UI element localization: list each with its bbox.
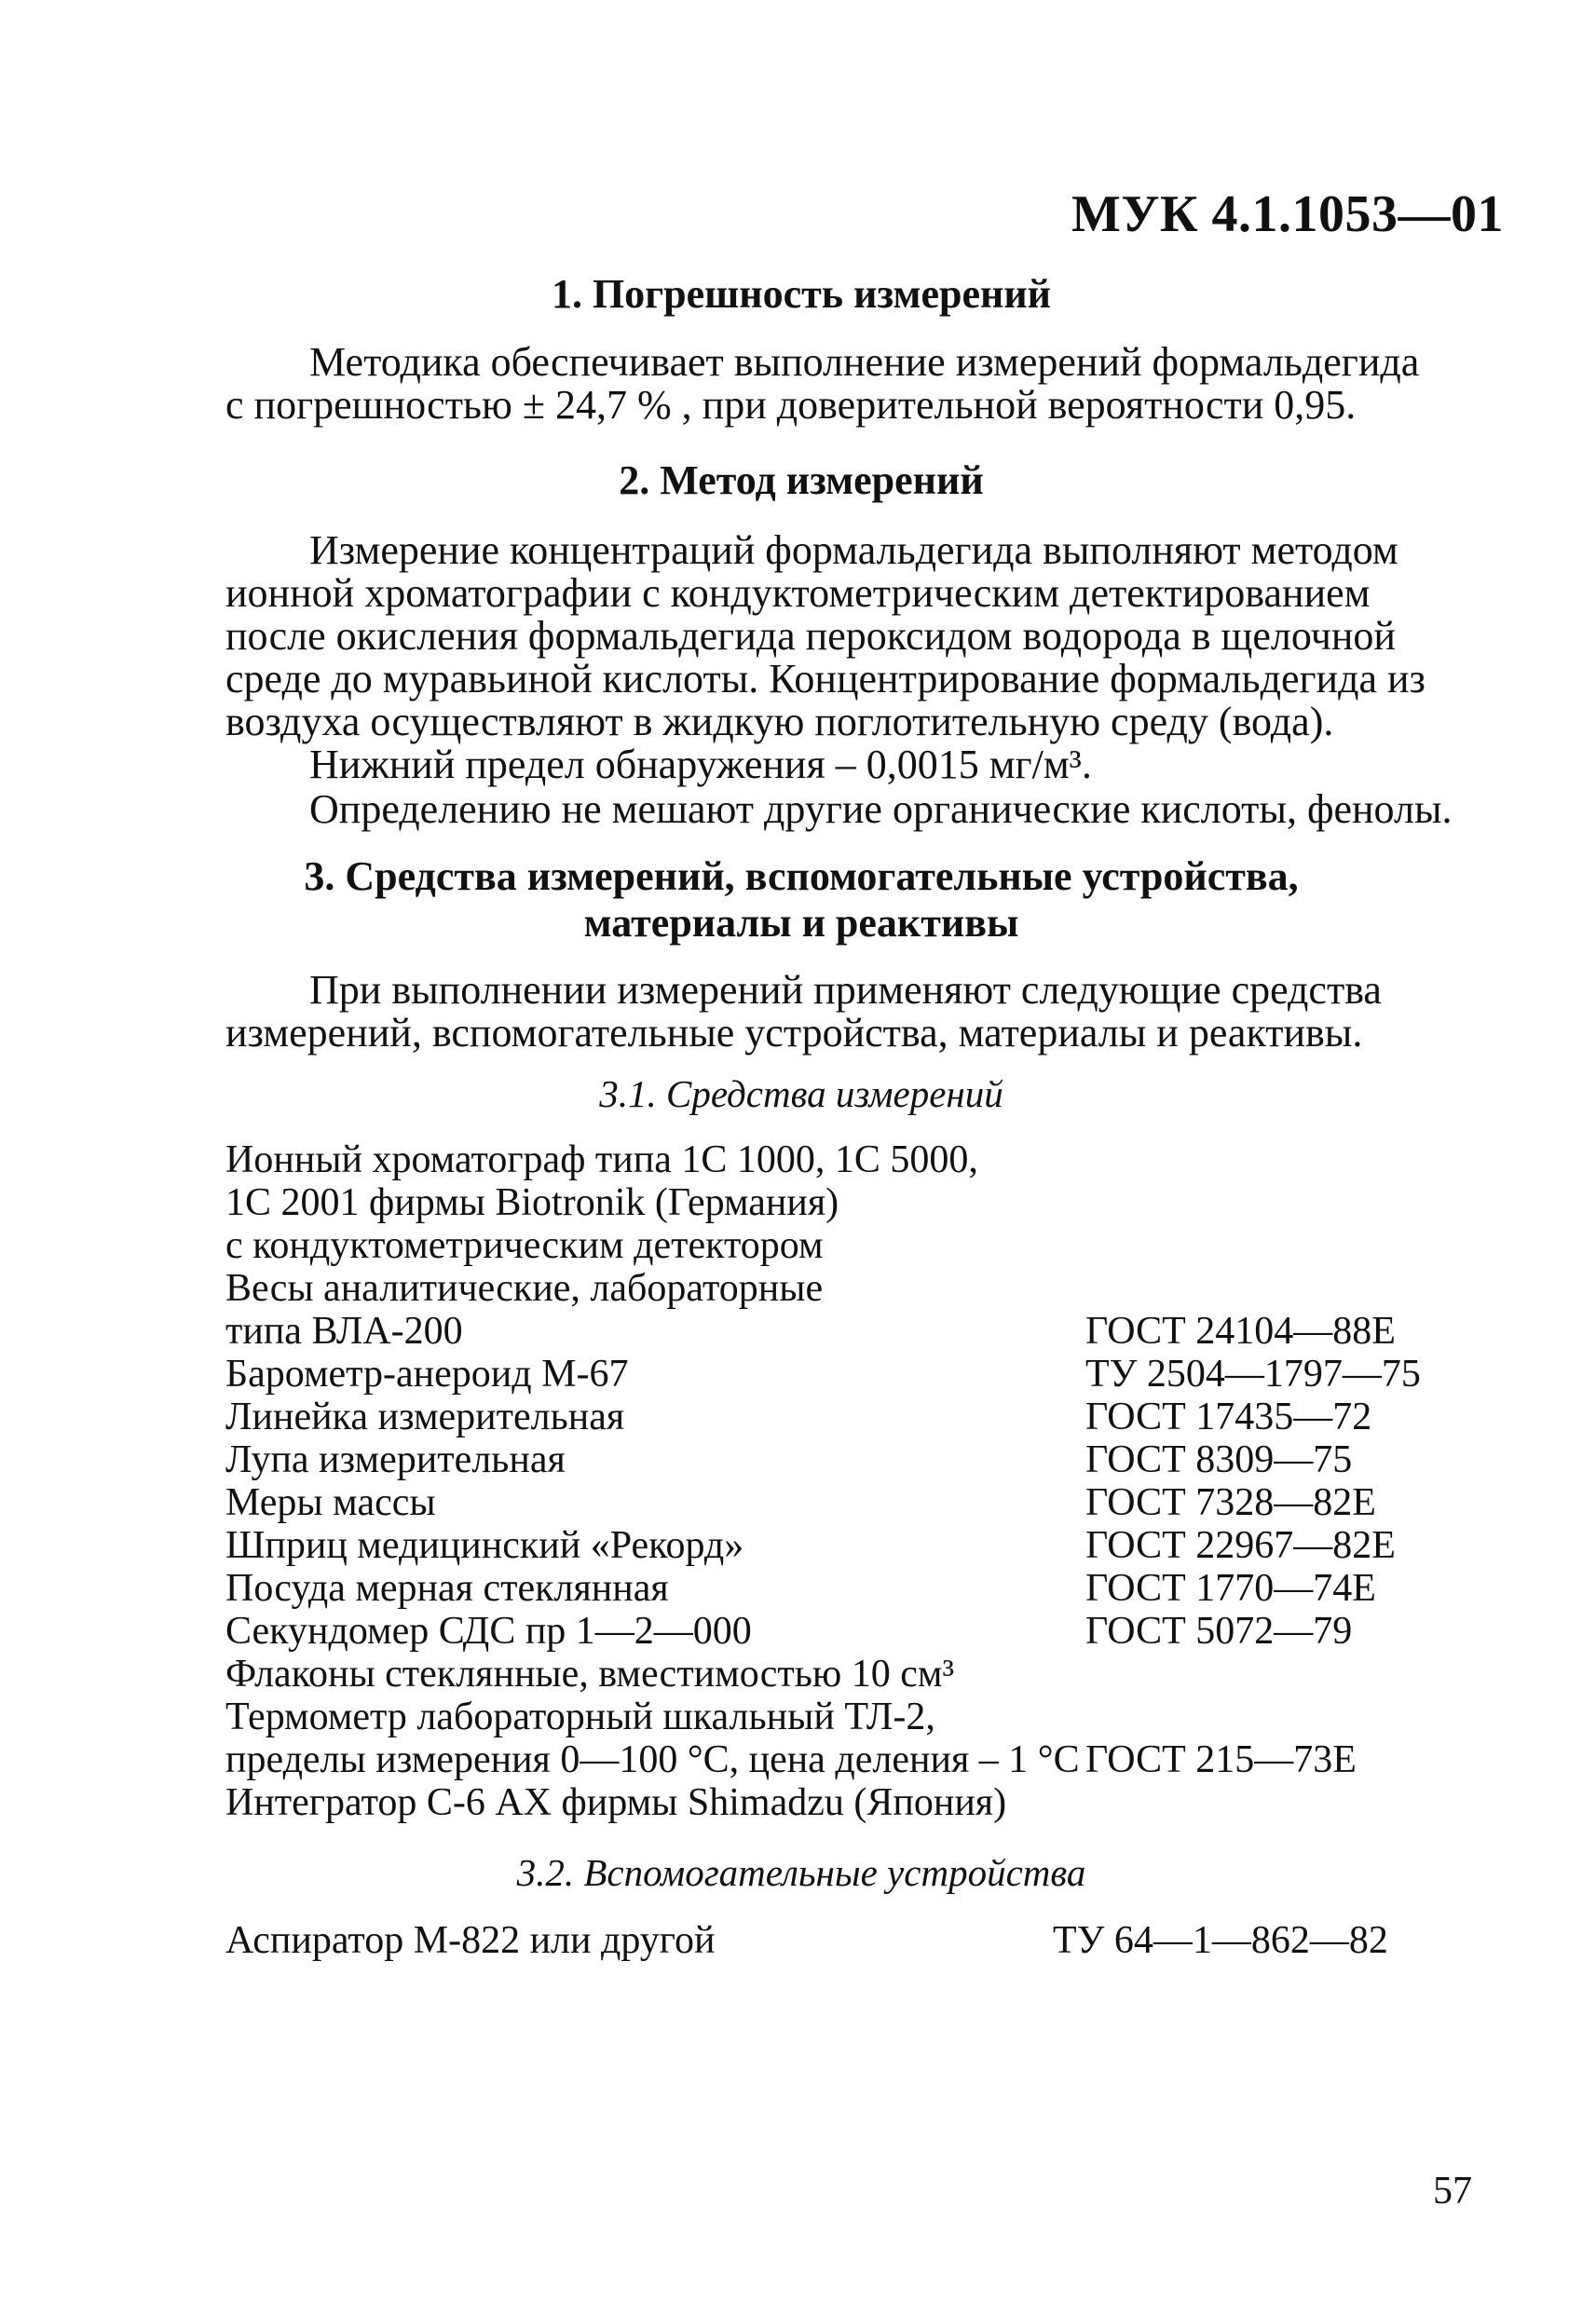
instrument-standard: ГОСТ 5072—79: [1085, 1610, 1353, 1653]
section-3-intro-line-1: При выполнении измерений применяют следующие средства: [309, 967, 1382, 1013]
instrument-name: Линейка измерительная: [225, 1396, 625, 1438]
instrument-name: Ионный хроматограф типа 1С 1000, 1С 5000,: [225, 1138, 978, 1181]
section-3-intro-line-2: измерений, вспомогательные устройства, материалы и реактивы.: [225, 1010, 1363, 1056]
instrument-standard: ГОСТ 22967—82Е: [1085, 1524, 1396, 1567]
device-standard: ТУ 64—1—862—82: [1053, 1919, 1388, 1962]
page-number: 57: [1433, 2170, 1472, 2213]
section-1-text-line-2: с погрешностью ± 24,7 % , при доверительной вероятности 0,95.: [225, 382, 1357, 428]
instrument-name: Барометр-анероид М-67: [225, 1353, 629, 1396]
instrument-standard: ГОСТ 17435—72: [1085, 1396, 1372, 1438]
instrument-standard: ГОСТ 7328—82Е: [1085, 1481, 1376, 1524]
section-2-title: 2. Метод измерений: [619, 457, 984, 503]
section-2-text-line-3: после окисления формальдегида пероксидом водорода в щелочной: [225, 613, 1396, 659]
instrument-name: Лупа измерительная: [225, 1438, 566, 1481]
section-2-text-line-4: среде до муравьиной кислоты. Концентрирование формальдегида из: [225, 656, 1425, 702]
instrument-name: Интегратор С-6 АХ фирмы Shimadzu (Япония): [225, 1781, 1007, 1824]
section-2-text-line-1: Измерение концентраций формальдегида выполняют методом: [309, 527, 1398, 573]
device-name: Аспиратор М-822 или другой: [225, 1919, 716, 1962]
detection-limit: Нижний предел обнаружения – 0,0015 мг/м³.: [309, 742, 1092, 787]
instrument-name: Весы аналитические, лабораторные: [225, 1267, 824, 1310]
document-code: МУК 4.1.1053—01: [1071, 185, 1505, 243]
instrument-name: с кондуктометрическим детектором: [225, 1224, 824, 1267]
interference-note: Определению не мешают другие органические кислоты, фенолы.: [309, 786, 1453, 832]
instrument-name: Флаконы стеклянные, вместимостью 10 см³: [225, 1653, 955, 1696]
instrument-name: типа ВЛА-200: [225, 1310, 463, 1353]
section-3-title-line-2: материалы и реактивы: [583, 900, 1019, 946]
instrument-standard: ГОСТ 215—73Е: [1085, 1738, 1357, 1781]
section-3-2-title: 3.2. Вспомогательные устройства: [516, 1851, 1086, 1894]
instrument-name: пределы измерения 0—100 °С, цена деления – 1 °С: [225, 1738, 1080, 1781]
instrument-standard: ГОСТ 24104—88Е: [1085, 1310, 1396, 1353]
section-1-text-line-1: Методика обеспечивает выполнение измерений формальдегида: [309, 339, 1420, 385]
instrument-standard: ТУ 2504—1797—75: [1085, 1353, 1421, 1396]
section-3-title-line-1: 3. Средства измерений, вспомогательные устройства,: [304, 853, 1299, 899]
section-2-text-line-5: воздуха осуществляют в жидкую поглотительную среду (вода).: [225, 699, 1334, 744]
instrument-name: Шприц медицинский «Рекорд»: [225, 1524, 744, 1567]
section-3-1-title: 3.1. Средства измерений: [599, 1072, 1003, 1115]
instrument-name: Меры массы: [225, 1481, 436, 1524]
instrument-name: Термометр лабораторный шкальный ТЛ-2,: [225, 1696, 935, 1738]
instrument-name: Посуда мерная стеклянная: [225, 1567, 669, 1610]
instrument-standard: ГОСТ 1770—74Е: [1085, 1567, 1376, 1610]
instrument-standard: ГОСТ 8309—75: [1085, 1438, 1353, 1481]
instrument-name: Секундомер СДС пр 1—2—000: [225, 1610, 752, 1653]
section-1-title: 1. Погрешность измерений: [551, 271, 1052, 317]
section-2-text-line-2: ионной хроматографии с кондуктометрическим детектированием: [225, 570, 1371, 616]
instrument-name: 1С 2001 фирмы Biotronik (Германия): [225, 1181, 839, 1224]
